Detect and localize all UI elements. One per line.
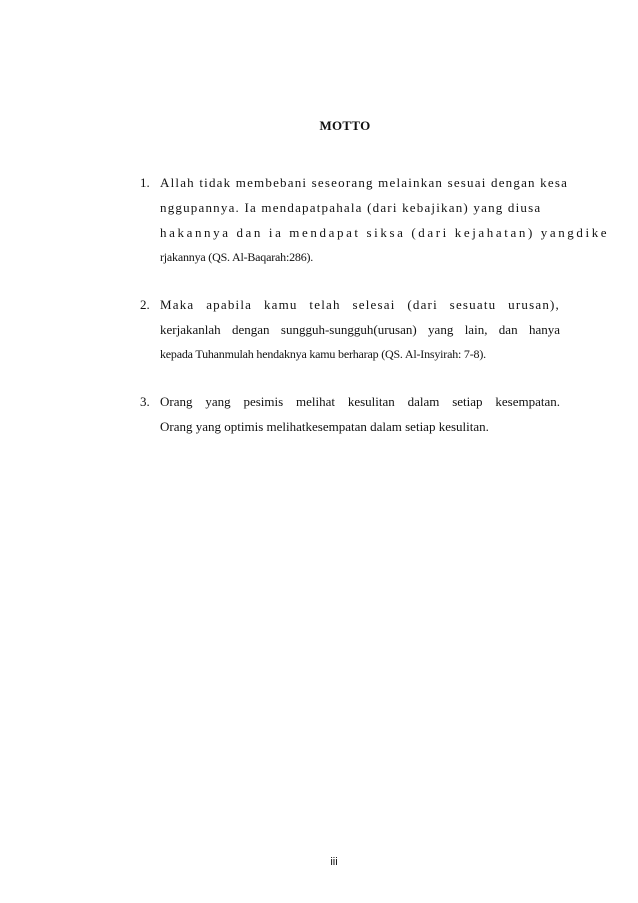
text-line: Allah tidak membebani seseorang melainkan sesuai dengan kesa xyxy=(160,175,569,190)
page-number: iii xyxy=(330,856,338,868)
text-line: rjakannya (QS. Al-Baqarah:286). xyxy=(160,250,314,264)
text-line: Orang yang pesimis melihat kesulitan dalam setiap kesempatan. xyxy=(160,394,560,409)
text-line: kepada Tuhanmulah hendaknya kamu berharap (QS. Al-Insyirah: 7-8). xyxy=(160,347,486,361)
text-line: Orang yang optimis melihatkesempatan dalam setiap kesulitan. xyxy=(160,419,489,434)
list-number: 1. xyxy=(140,175,150,190)
text-line: kerjakanlah dengan sungguh-sungguh(urusan) yang lain, dan hanya xyxy=(160,322,560,337)
text-line: Maka apabila kamu telah selesai (dari sesuatu urusan), xyxy=(160,297,560,312)
text-line: nggupannya. Ia mendapatpahala (dari kebajikan) yang diusa xyxy=(160,200,542,215)
list-number: 2. xyxy=(140,297,150,312)
text-line: hakannya dan ia mendapat siksa (dari kejahatan) yangdike xyxy=(160,225,610,240)
motto-list xyxy=(140,170,610,461)
motto-item-1 xyxy=(140,170,610,270)
page-title: MOTTO xyxy=(319,118,371,133)
motto-item-3 xyxy=(140,389,560,439)
motto-item-2 xyxy=(140,292,560,367)
list-number: 3. xyxy=(140,394,150,409)
